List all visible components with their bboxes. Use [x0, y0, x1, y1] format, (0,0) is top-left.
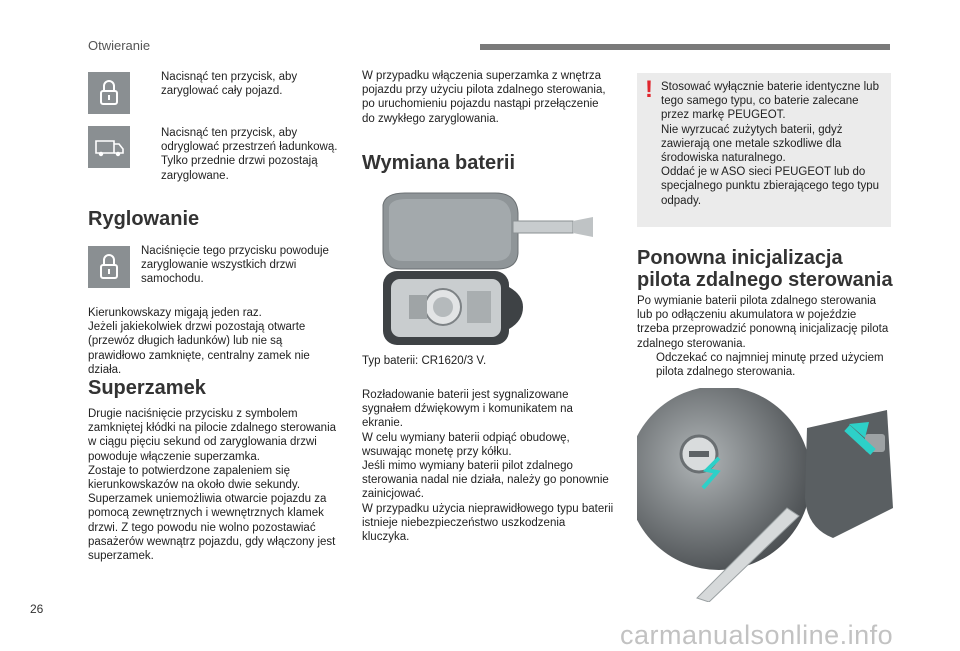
- battery-heading: Wymiana baterii: [362, 152, 516, 174]
- remote-battery-photo: [375, 187, 615, 349]
- ryglowanie-heading: Ryglowanie: [88, 208, 200, 230]
- header-bar: [480, 44, 890, 50]
- reinit-heading: Ponowna inicjalizacja pilota zdalnego sterowania: [637, 247, 893, 291]
- battery-body: Rozładowanie baterii jest sygnalizowane sygnałem dźwiękowym i komunikatem na ekranie. W celu wymiany baterii odpiąć obudowę, wsuwając monetę przy kółku. Jeśli mimo wymiany baterii pilot zdalnego sterowania nadal nie działa, należy go ponownie zainicjować. W przypadku użycia nieprawidłowego typu baterii istnieje niebezpieczeństwo uszkodzenia kluczyka.: [362, 389, 614, 544]
- superzamek-heading: Superzamek: [88, 377, 206, 399]
- warning-icon: !: [645, 76, 653, 103]
- section-title: Otwieranie: [88, 38, 151, 53]
- lock-icon: [88, 246, 130, 288]
- watermark: carmanualsonline.info: [620, 620, 894, 650]
- superzamek-intro: W przypadku włączenia superzamka z wnętrza pojazdu przy użyciu pilota zdalnego sterowania, po uruchomieniu pojazdu nastąpi przełączenie do zwykłego zaryglowania.: [362, 70, 606, 125]
- ryglowanie-icon-text: Naciśnięcie tego przycisku powoduje zaryglowanie wszystkich drzwi samochodu.: [141, 245, 329, 286]
- reinit-body: Po wymianie baterii pilota zdalnego sterowania lub po odłączeniu akumulatora w pojeździe trzeba przeprowadzić ponowną inicjalizację pilota zdalnego sterowania.: [637, 295, 889, 350]
- battery-type: Typ baterii: CR1620/3 V.: [362, 355, 487, 367]
- lock-icon: [88, 72, 130, 114]
- cargo-van-icon: [88, 126, 130, 168]
- warning-text: Stosować wyłącznie baterie identyczne lub tego samego typu, co baterie zalecane przez markę PEUGEOT. Nie wyrzucać zużytych baterii, gdyż zawierają one metale szkodliwe dla środowiska naturalnego. Oddać je w ASO sieci PEUGEOT lub do specjalnego punktu zbierającego tego typu odpady.: [661, 81, 880, 207]
- superzamek-body: Drugie naciśnięcie przycisku z symbolem zamkniętej kłódki na pilocie zdalnego sterowania w ciągu pięciu sekund od zaryglowania drzwi powoduje włączenie superzamka. Zostaje to potwierdzone zapaleniem się kierunkowskazów na około dwie sekundy. Superzamek uniemożliwia otwarcie pojazdu za pomocą zewnętrznych i wewnętrznych klamek drzwi. Z tego powodu nie wolno pozostawiać pasażerów wewnątrz pojazdu, gdy włączony jest superzamek.: [88, 408, 337, 563]
- ryglowanie-body: Kierunkowskazy migają jeden raz. Jeżeli jakiekolwiek drzwi pozostają otwarte (przewóz długich ładunków) lub nie są prawidłowo zamknięte, centralny zamek nie działa.: [88, 307, 310, 376]
- remote-reinit-photo: [637, 388, 893, 602]
- page-number: 26: [30, 602, 44, 616]
